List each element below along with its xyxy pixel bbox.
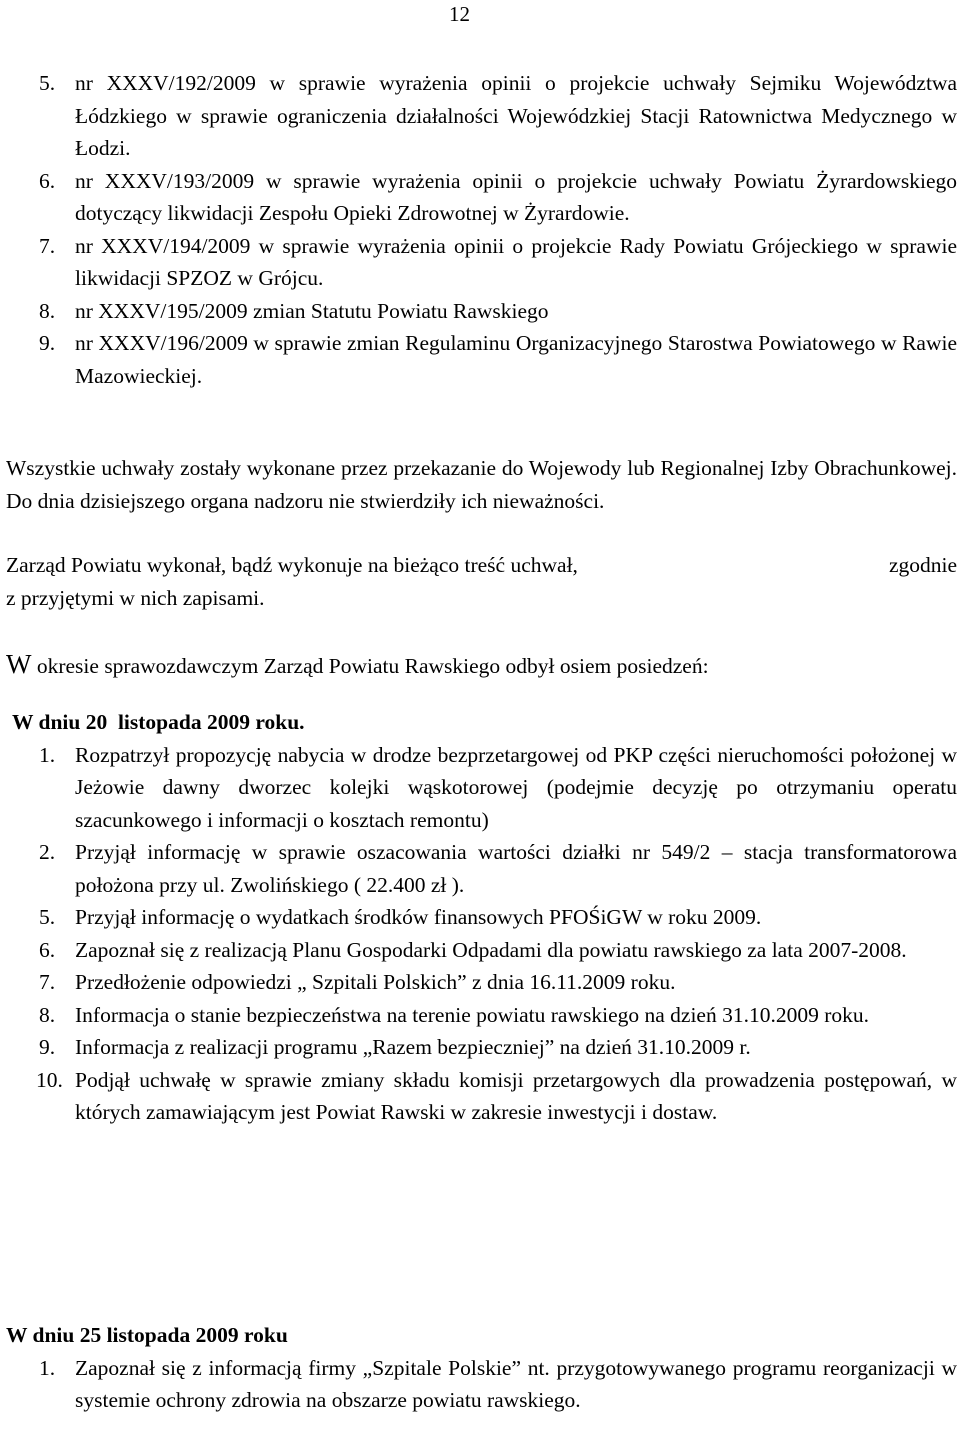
list-item [6, 836, 957, 901]
list-item-number: 9. [39, 1035, 56, 1059]
list-item-number: 6. [39, 168, 56, 193]
list-item [6, 1064, 957, 1129]
list-item [6, 230, 957, 295]
paragraph-board-line1-end: zgodnie [888, 553, 957, 577]
list-item [6, 901, 957, 934]
paragraph-meetings-text: okresie sprawozdawczym Zarząd Powiatu Rawskiego odbył osiem posiedzeń: [31, 654, 709, 678]
meeting-25-november [6, 1319, 957, 1417]
list-item-number: 6. [39, 937, 56, 962]
list-item [6, 934, 957, 967]
list-item-text: Zapoznał się z realizacją Planu Gospodarki Odpadami dla powiatu rawskiego za lata 2007-2008. [75, 937, 907, 962]
list-item [6, 165, 957, 230]
list-item [6, 295, 957, 328]
list-item-text: nr XXXV/193/2009 w sprawie wyrażenia opinii o projekcie uchwały Powiatu Żyrardowskiego dotyczący likwidacji Zespołu Opieki Zdrowotnej w Żyrardowie. [75, 168, 957, 225]
list-item-text: nr XXXV/194/2009 w sprawie wyrażenia opinii o projekcie Rady Powiatu Grójeckiego w sprawie likwidacji SPZOZ w Grójcu. [75, 233, 957, 290]
list-item-text: Przedłożenie odpowiedzi „ Szpitali Polskich” z dnia 16.11.2009 roku. [75, 970, 676, 994]
list-item-text: Informacja o stanie bezpieczeństwa na terenie powiatu rawskiego na dzień 31.10.2009 roku. [75, 1002, 870, 1027]
list-item-text: Przyjął informację o wydatkach środków finansowych PFOŚiGW w roku 2009. [75, 905, 762, 929]
list-item [6, 1031, 957, 1064]
paragraph-board-line1: Zarząd Powiatu wykonał, bądź wykonuje na bieżąco treść uchwał, [6, 553, 578, 577]
list-item [6, 999, 957, 1032]
paragraph-board-executes [6, 549, 957, 614]
list-item [6, 1352, 957, 1417]
paragraph-board-line2: z przyjętymi w nich zapisami. [6, 585, 265, 610]
list-item [6, 327, 957, 392]
list-item-text: Zapoznał się z informacją firmy „Szpitale Polskie” nt. przygotowywanego programu reorganizacji w systemie ochrony zdrowia na obszarze powiatu rawskiego. [75, 1355, 957, 1412]
list-item-number: 2. [39, 840, 56, 864]
list-item-text: Podjął uchwałę w sprawie zmiany składu komisji przetargowych dla prowadzenia postępowań, w których zamawiającym jest Powiat Rawski w zakresie inwestycji i dostaw. [75, 1067, 957, 1124]
paragraph-all-executed: Wszystkie uchwały zostały wykonane przez przekazanie do Wojewody lub Regionalnej Izby Obrachunkowej. Do dnia dzisiejszego organa nadzoru nie stwierdziły ich nieważności. [6, 456, 957, 513]
list-item [6, 739, 957, 837]
list-item-text: Przyjął informację w sprawie oszacowania wartości działki nr 549/2 – stacja transformatorowa położona przy ul. Zwolińskiego ( 22.400 zł ). [75, 840, 957, 897]
list-item-number: 1. [39, 742, 56, 767]
list-item-number: 1. [39, 1355, 56, 1380]
list-item-number: 5. [39, 905, 56, 929]
list-item-text: nr XXXV/192/2009 w sprawie wyrażenia opinii o projekcie uchwały Sejmiku Województwa Łódzkiego w sprawie ograniczenia działalności Wojewódzkiej Stacji Ratownictwa Medycznego w Łodzi. [75, 71, 957, 160]
meeting-20-november [6, 706, 957, 1129]
list-item-number: 8. [39, 1002, 56, 1027]
resolutions-list [6, 67, 957, 392]
list-item-number: 5. [39, 71, 56, 95]
list-item-text: Informacja z realizacji programu „Razem bezpieczniej” na dzień 31.10.2009 r. [75, 1035, 751, 1059]
list-item-number: 8. [39, 298, 56, 323]
paragraph-meetings [6, 648, 957, 683]
list-item-number: 9. [39, 331, 56, 355]
meeting-heading: W dniu 25 listopada 2009 roku [6, 1323, 288, 1347]
list-item-number: 7. [39, 233, 56, 258]
list-item-number: 10. [36, 1067, 63, 1092]
list-item-number: 7. [39, 970, 56, 994]
page-number: 12 [449, 2, 470, 26]
list-item [6, 67, 957, 165]
paragraph-meetings-initial: W [6, 649, 32, 679]
list-item-text: nr XXXV/196/2009 w sprawie zmian Regulaminu Organizacyjnego Starostwa Powiatowego w Rawie Mazowieckiej. [75, 331, 957, 388]
meeting-heading: W dniu 20 listopada 2009 roku. [12, 710, 305, 734]
list-item-text: nr XXXV/195/2009 zmian Statutu Powiatu Rawskiego [75, 298, 549, 323]
list-item [6, 966, 957, 999]
list-item-text: Rozpatrzył propozycję nabycia w drodze bezprzetargowej od PKP części nieruchomości położonej w Jeżowie dawny dworzec kolejki wąskotorowej (podejmie decyzję po otrzymaniu operatu szacunkowego i informacji o kosztach remontu) [75, 742, 957, 832]
